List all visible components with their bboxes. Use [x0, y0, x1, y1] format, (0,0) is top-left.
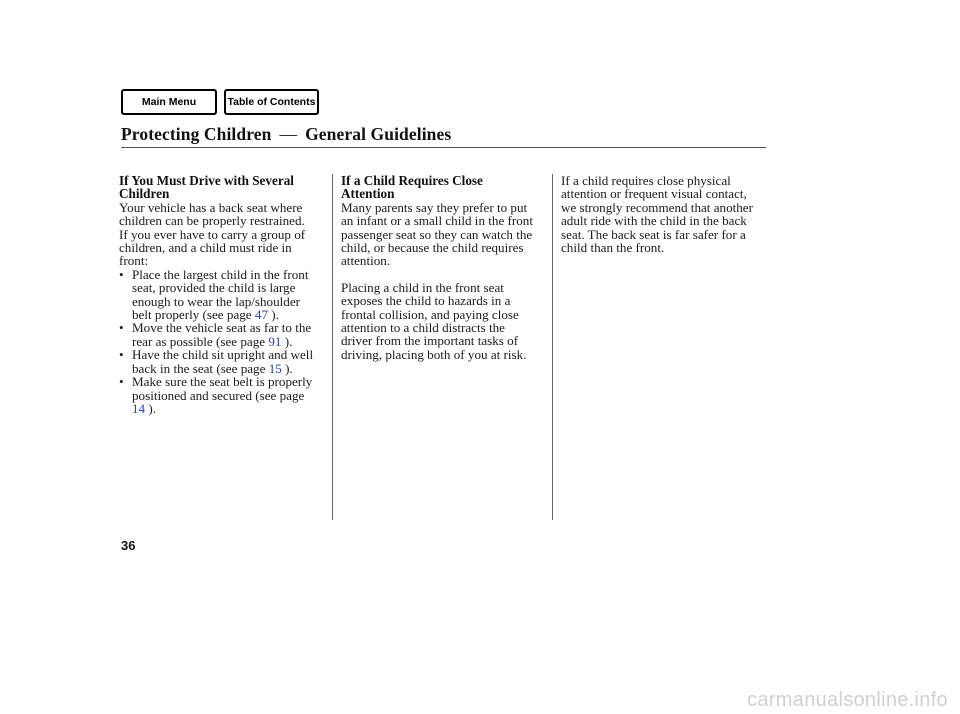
- paragraph: Many parents say they prefer to put an infant or a small child in the front passenger seat so they can watch the child, or because the child requires attention.: [341, 199, 533, 269]
- column-divider: [552, 174, 553, 520]
- list-item-text: Have the child sit upright and well back in the seat (see page: [132, 347, 314, 376]
- page-reference-link[interactable]: 15: [268, 360, 282, 376]
- table-of-contents-button[interactable]: Table of Contents: [224, 89, 319, 115]
- paragraph: Placing a child in the front seat exposes the child to hazards in a frontal collision, and paying close attention to a child distracts the driver from the important tasks of driving, placing both of you at risk.: [341, 279, 527, 362]
- list-item: [119, 268, 329, 322]
- list-item: [119, 321, 329, 348]
- list-item-suffix: ).: [281, 333, 293, 349]
- list-item: [119, 375, 329, 415]
- list-item-text: Make sure the seat belt is properly positioned and secured (see page: [132, 374, 313, 403]
- page-title: [121, 124, 451, 145]
- intro-paragraph: Your vehicle has a back seat where children can be properly restrained. If you ever have to carry a group of children, and a child must ride in front:: [119, 199, 306, 269]
- title-divider: [121, 147, 766, 148]
- page-reference-link[interactable]: 91: [268, 333, 282, 349]
- list-item-suffix: ).: [267, 307, 279, 323]
- page-number: 36: [121, 538, 136, 553]
- page-reference-link[interactable]: 14: [132, 400, 146, 416]
- watermark: carmanualsonline.info: [747, 689, 948, 711]
- list-item-text: Move the vehicle seat as far to the rear as possible (see page: [132, 320, 312, 349]
- page-reference-link[interactable]: 47: [254, 307, 268, 323]
- list-item-suffix: ).: [281, 360, 293, 376]
- title-dash: —: [279, 124, 298, 144]
- column-several-children: [119, 174, 329, 415]
- bullet-icon: •: [119, 374, 124, 390]
- column-recommendation: [561, 174, 771, 254]
- paragraph: If a child requires close physical attention or frequent visual contact, we strongly recommend that another adult ride with the child in the back seat. The back seat is far safer for a child than the front.: [561, 173, 753, 256]
- section-heading: If You Must Drive with Several Children: [119, 173, 294, 202]
- page-title-section: Protecting Children: [121, 124, 272, 144]
- list-item-suffix: ).: [145, 400, 157, 416]
- column-close-attention: [341, 174, 549, 361]
- bullet-icon: •: [119, 347, 124, 363]
- list-item: [119, 348, 329, 375]
- list-item-text: Place the largest child in the front seat, provided the child is large enough to wear the lap/shoulder belt properly (see page: [132, 266, 309, 323]
- column-divider: [332, 174, 333, 520]
- bullet-icon: •: [119, 266, 124, 282]
- section-heading: If a Child Requires Close Attention: [341, 173, 483, 202]
- bullet-icon: •: [119, 320, 124, 336]
- main-menu-button[interactable]: Main Menu: [121, 89, 217, 115]
- page-title-topic: General Guidelines: [305, 124, 452, 144]
